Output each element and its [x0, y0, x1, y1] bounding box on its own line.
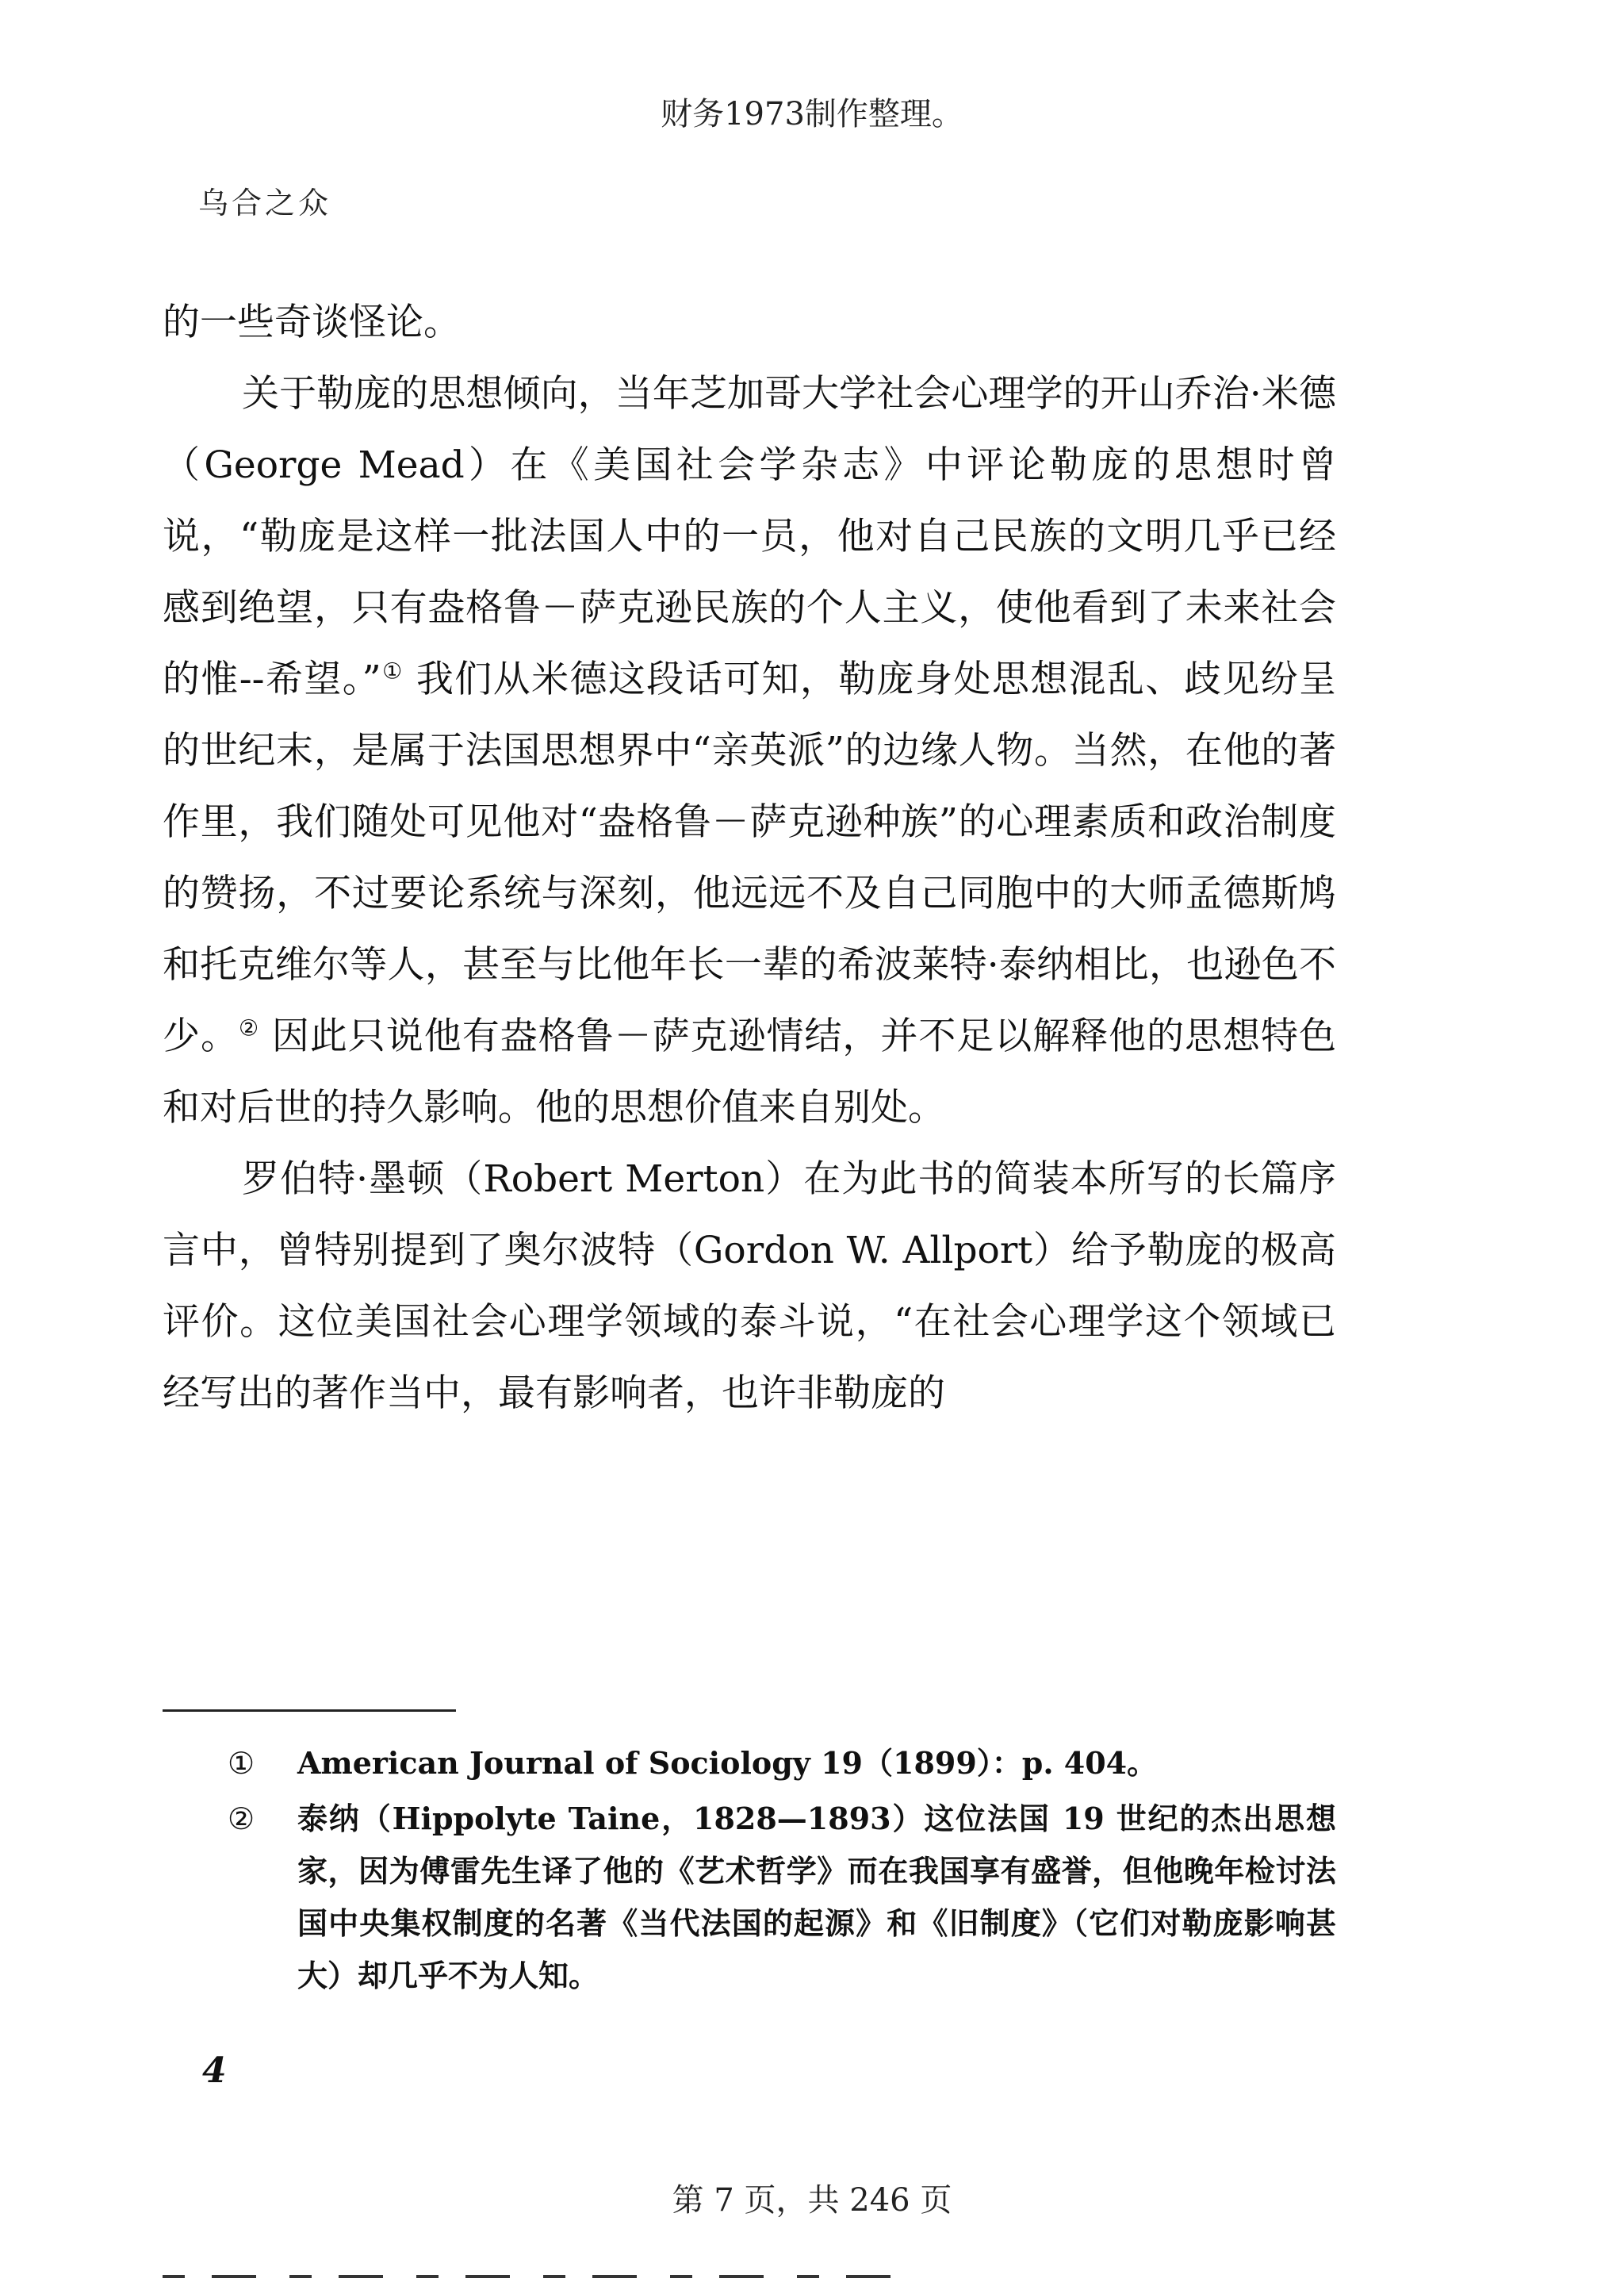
- paragraph-text: 的一些奇谈怪论。: [163, 301, 461, 344]
- footnote-2: [163, 1793, 1336, 2002]
- paragraph-continuation: [163, 287, 1336, 359]
- paragraph-lebon-ideology: [163, 359, 1336, 1144]
- page-number: 4: [202, 2050, 227, 2091]
- pdf-page-counter: 第 7 页，共 246 页: [672, 2182, 952, 2219]
- watermark-text: 财务1973制作整理。: [661, 96, 963, 132]
- paragraph-text: 关于勒庞的思想倾向，当年芝加哥大学社会心理学的开山乔治·米德（George Mead）在《美国社会学杂志》中评论勒庞的思想时曾说，“勒庞是这样一批法国人中的一员，他对自己民族的文明几乎已经感到绝望，只有盎格鲁－萨克逊民族的个人主义，使他看到了未来社会的惟--希望。”: [163, 372, 1336, 701]
- footnote-text: American Journal of Sociology 19（1899）：p. 404。: [297, 1745, 1158, 1781]
- paragraph-merton: [163, 1144, 1336, 1429]
- footnote-1: [163, 1737, 1336, 1789]
- paragraph-text: 罗伯特·墨顿（Robert Merton）在为此书的简装本所写的长篇序言中，曾特别提到了奥尔波特（Gordon W. Allport）给予勒庞的极高评价。这位美国社会心理学领域的泰斗说，“在社会心理学这个领域已经写出的著作当中，最有影响者，也许非勒庞的: [163, 1157, 1336, 1415]
- paragraph-text: 我们从米德这段话可知，勒庞身处思想混乱、歧见纷呈的世纪末，是属于法国思想界中“亲英派”的边缘人物。当然，在他的著作里，我们随处可见他对“盎格鲁－萨克逊种族”的心理素质和政治制度的赞扬，不过要论系统与深刻，他远远不及自己同胞中的大师孟德斯鸠和托克维尔等人，甚至与比他年长一辈的希波莱特·泰纳相比，也逊色不少。: [163, 658, 1336, 1058]
- running-head: 乌合之众: [198, 186, 332, 221]
- footnotes: [163, 1737, 1336, 2005]
- footnote-marker: ①: [228, 1746, 255, 1781]
- footnote-ref-2[interactable]: ②: [238, 1015, 260, 1041]
- scan-artifact-divider: [163, 2275, 924, 2278]
- footnote-marker: ②: [228, 1801, 255, 1836]
- body-text: [163, 287, 1336, 1429]
- footnote-divider: [163, 1709, 456, 1712]
- paragraph-text: 因此只说他有盎格鲁－萨克逊情结，并不足以解释他的思想特色和对后世的持久影响。他的思想价值来自别处。: [163, 1015, 1336, 1130]
- footnote-text: 泰纳（Hippolyte Taine，1828—1893）这位法国 19 世纪的杰出思想家，因为傅雷先生译了他的《艺术哲学》而在我国享有盛誉，但他晚年检讨法国中央集权制度的名著《当代法国的起源》和《旧制度》（它们对勒庞影响甚大）却几乎不为人知。: [297, 1801, 1336, 1993]
- footnote-ref-1[interactable]: ①: [381, 658, 404, 685]
